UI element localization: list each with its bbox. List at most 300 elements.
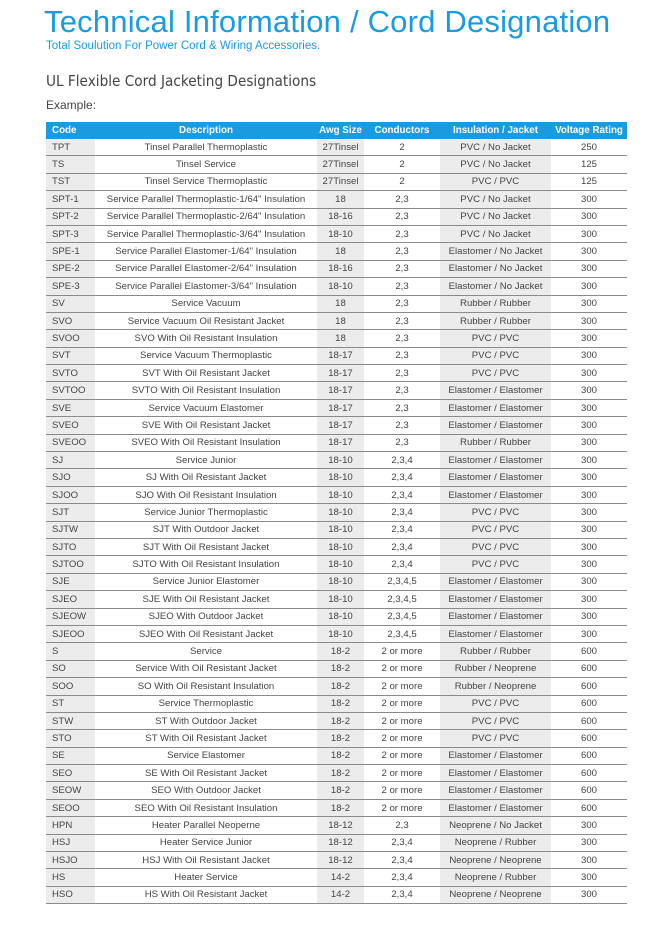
cell-code: SOO — [46, 678, 95, 695]
cell-insulation-jacket: PVC / PVC — [440, 712, 551, 729]
cell-awg-size: 18-12 — [317, 852, 364, 869]
cell-description: Heater Parallel Neoperne — [95, 817, 317, 834]
cell-insulation-jacket: Elastomer / No Jacket — [440, 243, 551, 260]
table-row — [46, 886, 627, 903]
cell-awg-size: 18-17 — [317, 365, 364, 382]
cell-description: Service Parallel Thermoplastic-3/64" Insulation — [95, 225, 317, 242]
cell-description: SO With Oil Resistant Insulation — [95, 678, 317, 695]
cell-awg-size: 18-17 — [317, 382, 364, 399]
cell-awg-size: 18-17 — [317, 399, 364, 416]
cell-description: Tinsel Service — [95, 156, 317, 173]
cell-insulation-jacket: Elastomer / Elastomer — [440, 782, 551, 799]
cell-conductors: 2,3,4 — [364, 852, 440, 869]
cell-awg-size: 18-12 — [317, 834, 364, 851]
cell-description: Service Thermoplastic — [95, 695, 317, 712]
cell-code: STO — [46, 730, 95, 747]
table-row — [46, 817, 627, 834]
cell-description: SJEO With Oil Resistant Jacket — [95, 625, 317, 642]
cell-voltage-rating: 300 — [551, 399, 627, 416]
cell-description: SJTO With Oil Resistant Insulation — [95, 556, 317, 573]
cell-insulation-jacket: Rubber / Rubber — [440, 312, 551, 329]
table-row — [46, 295, 627, 312]
cell-conductors: 2,3,4 — [364, 469, 440, 486]
cell-conductors: 2,3 — [364, 312, 440, 329]
table-row — [46, 660, 627, 677]
table-row — [46, 521, 627, 538]
cell-voltage-rating: 300 — [551, 382, 627, 399]
cell-awg-size: 27Tinsel — [317, 173, 364, 190]
table-row — [46, 452, 627, 469]
cell-insulation-jacket: Rubber / Neoprene — [440, 660, 551, 677]
cell-insulation-jacket: Elastomer / No Jacket — [440, 278, 551, 295]
table-row — [46, 591, 627, 608]
cell-awg-size: 18-10 — [317, 625, 364, 642]
cell-insulation-jacket: Elastomer / Elastomer — [440, 765, 551, 782]
cell-voltage-rating: 600 — [551, 660, 627, 677]
table-row — [46, 678, 627, 695]
cell-description: Service Vacuum Elastomer — [95, 399, 317, 416]
cell-awg-size: 18-10 — [317, 278, 364, 295]
table-row — [46, 695, 627, 712]
table-row — [46, 243, 627, 260]
cell-conductors: 2 — [364, 156, 440, 173]
cell-insulation-jacket: PVC / PVC — [440, 330, 551, 347]
cell-conductors: 2,3 — [364, 347, 440, 364]
cell-code: SVTOO — [46, 382, 95, 399]
cell-code: SVT — [46, 347, 95, 364]
cell-conductors: 2 or more — [364, 765, 440, 782]
cell-description: Heater Service — [95, 869, 317, 886]
table-row — [46, 191, 627, 208]
cell-voltage-rating: 300 — [551, 469, 627, 486]
cell-voltage-rating: 300 — [551, 347, 627, 364]
cell-awg-size: 18-10 — [317, 486, 364, 503]
cell-insulation-jacket: PVC / PVC — [440, 695, 551, 712]
cell-conductors: 2 or more — [364, 678, 440, 695]
cell-description: Service With Oil Resistant Jacket — [95, 660, 317, 677]
cell-description: SE With Oil Resistant Jacket — [95, 765, 317, 782]
cell-awg-size: 18-10 — [317, 469, 364, 486]
cell-voltage-rating: 300 — [551, 556, 627, 573]
cell-awg-size: 18-2 — [317, 765, 364, 782]
cell-voltage-rating: 300 — [551, 208, 627, 225]
cell-description: SVEO With Oil Resistant Insulation — [95, 434, 317, 451]
cell-description: SEO With Outdoor Jacket — [95, 782, 317, 799]
table-header-row — [46, 122, 627, 139]
cell-code: SVOO — [46, 330, 95, 347]
cell-code: TPT — [46, 139, 95, 156]
cell-conductors: 2,3 — [364, 191, 440, 208]
table-row — [46, 365, 627, 382]
cell-insulation-jacket: Elastomer / Elastomer — [440, 747, 551, 764]
cell-description: SVTO With Oil Resistant Insulation — [95, 382, 317, 399]
cell-voltage-rating: 300 — [551, 886, 627, 903]
table-row — [46, 799, 627, 816]
cell-voltage-rating: 300 — [551, 260, 627, 277]
cell-voltage-rating: 600 — [551, 712, 627, 729]
cell-awg-size: 27Tinsel — [317, 156, 364, 173]
cell-conductors: 2,3,4 — [364, 504, 440, 521]
cell-description: Service Parallel Thermoplastic-2/64" Insulation — [95, 208, 317, 225]
table-row — [46, 486, 627, 503]
cell-code: TS — [46, 156, 95, 173]
table-row — [46, 538, 627, 555]
cell-code: SVEOO — [46, 434, 95, 451]
cell-awg-size: 18-2 — [317, 799, 364, 816]
cell-conductors: 2,3 — [364, 208, 440, 225]
cell-code: SEO — [46, 765, 95, 782]
cell-code: SJEO — [46, 591, 95, 608]
cell-description: ST With Outdoor Jacket — [95, 712, 317, 729]
table-row — [46, 747, 627, 764]
cell-conductors: 2,3,4 — [364, 452, 440, 469]
cell-conductors: 2 or more — [364, 799, 440, 816]
cell-insulation-jacket: Elastomer / Elastomer — [440, 591, 551, 608]
table-row — [46, 643, 627, 660]
cell-voltage-rating: 300 — [551, 869, 627, 886]
cell-voltage-rating: 600 — [551, 765, 627, 782]
cell-description: Service Junior Elastomer — [95, 573, 317, 590]
cell-insulation-jacket: PVC / No Jacket — [440, 225, 551, 242]
table-row — [46, 347, 627, 364]
table-row — [46, 208, 627, 225]
table-row — [46, 608, 627, 625]
cell-code: SJE — [46, 573, 95, 590]
cell-conductors: 2,3 — [364, 417, 440, 434]
cell-voltage-rating: 300 — [551, 312, 627, 329]
cell-description: SEO With Oil Resistant Insulation — [95, 799, 317, 816]
cell-code: SJOO — [46, 486, 95, 503]
table-row — [46, 278, 627, 295]
cell-voltage-rating: 300 — [551, 625, 627, 642]
cell-description: ST With Oil Resistant Jacket — [95, 730, 317, 747]
cell-voltage-rating: 600 — [551, 747, 627, 764]
cell-code: SVTO — [46, 365, 95, 382]
cell-insulation-jacket: PVC / PVC — [440, 173, 551, 190]
cell-awg-size: 18-16 — [317, 208, 364, 225]
table-row — [46, 765, 627, 782]
cell-description: HS With Oil Resistant Jacket — [95, 886, 317, 903]
cell-description: Service Vacuum — [95, 295, 317, 312]
page-title: Technical Information / Cord Designation — [44, 4, 611, 39]
cell-awg-size: 18-12 — [317, 817, 364, 834]
cell-code: SPT-3 — [46, 225, 95, 242]
cell-code: S — [46, 643, 95, 660]
cell-awg-size: 27Tinsel — [317, 139, 364, 156]
table-body — [46, 139, 627, 904]
cell-voltage-rating: 300 — [551, 243, 627, 260]
cell-code: SJO — [46, 469, 95, 486]
table-row — [46, 139, 627, 156]
cell-conductors: 2,3,4,5 — [364, 625, 440, 642]
cell-insulation-jacket: PVC / PVC — [440, 538, 551, 555]
cell-insulation-jacket: Elastomer / Elastomer — [440, 382, 551, 399]
cell-insulation-jacket: Elastomer / Elastomer — [440, 573, 551, 590]
cell-insulation-jacket: PVC / PVC — [440, 556, 551, 573]
cell-conductors: 2 or more — [364, 712, 440, 729]
cell-voltage-rating: 600 — [551, 695, 627, 712]
header-conductors: Conductors — [364, 122, 440, 139]
cell-code: SEOW — [46, 782, 95, 799]
cell-voltage-rating: 300 — [551, 834, 627, 851]
cell-code: SVO — [46, 312, 95, 329]
cell-conductors: 2,3 — [364, 225, 440, 242]
cell-awg-size: 14-2 — [317, 869, 364, 886]
cell-description: Service Vacuum Oil Resistant Jacket — [95, 312, 317, 329]
cell-description: Tinsel Parallel Thermoplastic — [95, 139, 317, 156]
cell-description: SVE With Oil Resistant Jacket — [95, 417, 317, 434]
cord-designation-table — [46, 122, 627, 904]
table-row — [46, 382, 627, 399]
cell-code: SPT-1 — [46, 191, 95, 208]
cell-insulation-jacket: Rubber / Rubber — [440, 295, 551, 312]
cell-code: SVEO — [46, 417, 95, 434]
cell-voltage-rating: 300 — [551, 330, 627, 347]
table-row — [46, 730, 627, 747]
cell-description: SJO With Oil Resistant Insulation — [95, 486, 317, 503]
cell-voltage-rating: 125 — [551, 173, 627, 190]
cell-code: SE — [46, 747, 95, 764]
cell-voltage-rating: 600 — [551, 730, 627, 747]
cell-conductors: 2,3,4,5 — [364, 573, 440, 590]
cell-insulation-jacket: Elastomer / Elastomer — [440, 608, 551, 625]
cell-insulation-jacket: Neoprene / Rubber — [440, 869, 551, 886]
cell-conductors: 2,3,4 — [364, 869, 440, 886]
cell-voltage-rating: 300 — [551, 295, 627, 312]
cell-description: Service Parallel Elastomer-2/64" Insulation — [95, 260, 317, 277]
cell-awg-size: 18-10 — [317, 573, 364, 590]
cell-conductors: 2 or more — [364, 695, 440, 712]
cell-description: Tinsel Service Thermoplastic — [95, 173, 317, 190]
table-row — [46, 834, 627, 851]
table-row — [46, 399, 627, 416]
cell-voltage-rating: 300 — [551, 225, 627, 242]
cell-awg-size: 18-2 — [317, 695, 364, 712]
cell-code: SVE — [46, 399, 95, 416]
cell-description: SJE With Oil Resistant Jacket — [95, 591, 317, 608]
cell-code: SJTOO — [46, 556, 95, 573]
table-row — [46, 504, 627, 521]
cell-voltage-rating: 300 — [551, 538, 627, 555]
cell-voltage-rating: 600 — [551, 643, 627, 660]
cell-voltage-rating: 300 — [551, 504, 627, 521]
cell-conductors: 2,3,4 — [364, 556, 440, 573]
cell-awg-size: 18-2 — [317, 678, 364, 695]
cell-description: HSJ With Oil Resistant Jacket — [95, 852, 317, 869]
cell-conductors: 2 or more — [364, 730, 440, 747]
cell-conductors: 2 — [364, 173, 440, 190]
cell-awg-size: 18 — [317, 295, 364, 312]
cell-voltage-rating: 600 — [551, 799, 627, 816]
cell-conductors: 2,3,4 — [364, 521, 440, 538]
cell-description: Service Vacuum Thermoplastic — [95, 347, 317, 364]
cell-code: SO — [46, 660, 95, 677]
cell-code: SEOO — [46, 799, 95, 816]
cell-description: Service Junior Thermoplastic — [95, 504, 317, 521]
table-row — [46, 712, 627, 729]
cell-description: SJT With Oil Resistant Jacket — [95, 538, 317, 555]
table-row — [46, 312, 627, 329]
cell-insulation-jacket: Rubber / Rubber — [440, 434, 551, 451]
cell-insulation-jacket: Neoprene / Rubber — [440, 834, 551, 851]
cell-insulation-jacket: Rubber / Neoprene — [440, 678, 551, 695]
table-row — [46, 556, 627, 573]
cell-awg-size: 18-2 — [317, 747, 364, 764]
table-row — [46, 156, 627, 173]
cell-conductors: 2,3 — [364, 399, 440, 416]
cell-insulation-jacket: PVC / PVC — [440, 504, 551, 521]
cell-insulation-jacket: PVC / No Jacket — [440, 191, 551, 208]
cell-conductors: 2 or more — [364, 660, 440, 677]
cell-insulation-jacket: Elastomer / Elastomer — [440, 625, 551, 642]
cell-voltage-rating: 300 — [551, 434, 627, 451]
cell-conductors: 2 or more — [364, 747, 440, 764]
table-row — [46, 173, 627, 190]
cell-code: SJTW — [46, 521, 95, 538]
cell-voltage-rating: 300 — [551, 365, 627, 382]
example-label: Example: — [46, 98, 97, 112]
cell-code: SJ — [46, 452, 95, 469]
cell-voltage-rating: 300 — [551, 278, 627, 295]
cell-voltage-rating: 300 — [551, 417, 627, 434]
cell-awg-size: 18-10 — [317, 521, 364, 538]
cell-insulation-jacket: Elastomer / No Jacket — [440, 260, 551, 277]
table-row — [46, 852, 627, 869]
cell-awg-size: 18-2 — [317, 712, 364, 729]
cell-insulation-jacket: Elastomer / Elastomer — [440, 469, 551, 486]
cell-code: HSJ — [46, 834, 95, 851]
cell-insulation-jacket: PVC / PVC — [440, 347, 551, 364]
cell-insulation-jacket: Elastomer / Elastomer — [440, 417, 551, 434]
cell-awg-size: 18-10 — [317, 452, 364, 469]
cell-awg-size: 18-10 — [317, 608, 364, 625]
cell-conductors: 2,3 — [364, 382, 440, 399]
cell-description: Service Junior — [95, 452, 317, 469]
cell-description: SVT With Oil Resistant Jacket — [95, 365, 317, 382]
cell-voltage-rating: 250 — [551, 139, 627, 156]
cell-voltage-rating: 600 — [551, 678, 627, 695]
cell-conductors: 2,3,4 — [364, 886, 440, 903]
cell-conductors: 2 — [364, 139, 440, 156]
cell-awg-size: 18-2 — [317, 643, 364, 660]
cell-voltage-rating: 300 — [551, 452, 627, 469]
cell-code: SJEOO — [46, 625, 95, 642]
table-row — [46, 869, 627, 886]
cell-conductors: 2,3,4 — [364, 834, 440, 851]
cell-code: ST — [46, 695, 95, 712]
cell-awg-size: 18 — [317, 330, 364, 347]
cell-code: SPE-2 — [46, 260, 95, 277]
section-heading: UL Flexible Cord Jacketing Designations — [46, 72, 317, 90]
cell-conductors: 2,3 — [364, 260, 440, 277]
cell-conductors: 2,3,4,5 — [364, 608, 440, 625]
cell-description: Service — [95, 643, 317, 660]
cell-awg-size: 18-10 — [317, 538, 364, 555]
table-row — [46, 625, 627, 642]
table-row — [46, 225, 627, 242]
cell-code: SJEOW — [46, 608, 95, 625]
cell-code: SPT-2 — [46, 208, 95, 225]
cell-awg-size: 18-17 — [317, 417, 364, 434]
header-description: Description — [95, 122, 317, 139]
cell-voltage-rating: 300 — [551, 817, 627, 834]
cell-awg-size: 18 — [317, 312, 364, 329]
cell-voltage-rating: 300 — [551, 608, 627, 625]
table-row — [46, 434, 627, 451]
cell-conductors: 2,3 — [364, 817, 440, 834]
cell-awg-size: 18-10 — [317, 556, 364, 573]
cell-voltage-rating: 300 — [551, 521, 627, 538]
cell-code: SPE-1 — [46, 243, 95, 260]
cell-insulation-jacket: Elastomer / Elastomer — [440, 399, 551, 416]
cell-insulation-jacket: Elastomer / Elastomer — [440, 486, 551, 503]
cell-awg-size: 18-16 — [317, 260, 364, 277]
cell-code: SJT — [46, 504, 95, 521]
cell-insulation-jacket: PVC / No Jacket — [440, 139, 551, 156]
cell-voltage-rating: 300 — [551, 591, 627, 608]
cell-code: SJTO — [46, 538, 95, 555]
cell-awg-size: 18-2 — [317, 730, 364, 747]
cell-description: SJEO With Outdoor Jacket — [95, 608, 317, 625]
cell-insulation-jacket: Neoprene / Neoprene — [440, 852, 551, 869]
cell-conductors: 2,3 — [364, 365, 440, 382]
cell-conductors: 2 or more — [364, 643, 440, 660]
cell-description: SJ With Oil Resistant Jacket — [95, 469, 317, 486]
cell-code: STW — [46, 712, 95, 729]
cell-description: Service Parallel Elastomer-1/64" Insulation — [95, 243, 317, 260]
header-code: Code — [46, 122, 95, 139]
cell-insulation-jacket: Rubber / Rubber — [440, 643, 551, 660]
cell-voltage-rating: 300 — [551, 573, 627, 590]
cell-conductors: 2 or more — [364, 782, 440, 799]
cell-awg-size: 18-17 — [317, 434, 364, 451]
cell-awg-size: 18-10 — [317, 225, 364, 242]
cell-awg-size: 18-10 — [317, 504, 364, 521]
cell-code: HS — [46, 869, 95, 886]
cell-insulation-jacket: Elastomer / Elastomer — [440, 452, 551, 469]
cell-description: SJT With Outdoor Jacket — [95, 521, 317, 538]
cell-code: HPN — [46, 817, 95, 834]
table-row — [46, 417, 627, 434]
cell-awg-size: 18 — [317, 243, 364, 260]
cell-voltage-rating: 125 — [551, 156, 627, 173]
cell-awg-size: 18-2 — [317, 660, 364, 677]
cell-conductors: 2,3 — [364, 295, 440, 312]
cell-conductors: 2,3 — [364, 330, 440, 347]
cell-conductors: 2,3 — [364, 278, 440, 295]
cell-awg-size: 18-17 — [317, 347, 364, 364]
cell-code: HSO — [46, 886, 95, 903]
cell-insulation-jacket: PVC / No Jacket — [440, 208, 551, 225]
cell-description: Service Elastomer — [95, 747, 317, 764]
cell-insulation-jacket: PVC / PVC — [440, 365, 551, 382]
cell-voltage-rating: 600 — [551, 782, 627, 799]
cell-description: Service Parallel Thermoplastic-1/64" Insulation — [95, 191, 317, 208]
cell-awg-size: 14-2 — [317, 886, 364, 903]
cell-conductors: 2,3,4 — [364, 486, 440, 503]
cell-code: SPE-3 — [46, 278, 95, 295]
cell-conductors: 2,3,4 — [364, 538, 440, 555]
page-subtitle: Total Soulution For Power Cord & Wiring Accessories. — [46, 40, 321, 52]
cell-voltage-rating: 300 — [551, 852, 627, 869]
table-row — [46, 782, 627, 799]
cell-voltage-rating: 300 — [551, 191, 627, 208]
cell-insulation-jacket: Elastomer / Elastomer — [440, 799, 551, 816]
cell-code: SV — [46, 295, 95, 312]
cell-insulation-jacket: Neoprene / Neoprene — [440, 886, 551, 903]
table-row — [46, 260, 627, 277]
cell-awg-size: 18-2 — [317, 782, 364, 799]
